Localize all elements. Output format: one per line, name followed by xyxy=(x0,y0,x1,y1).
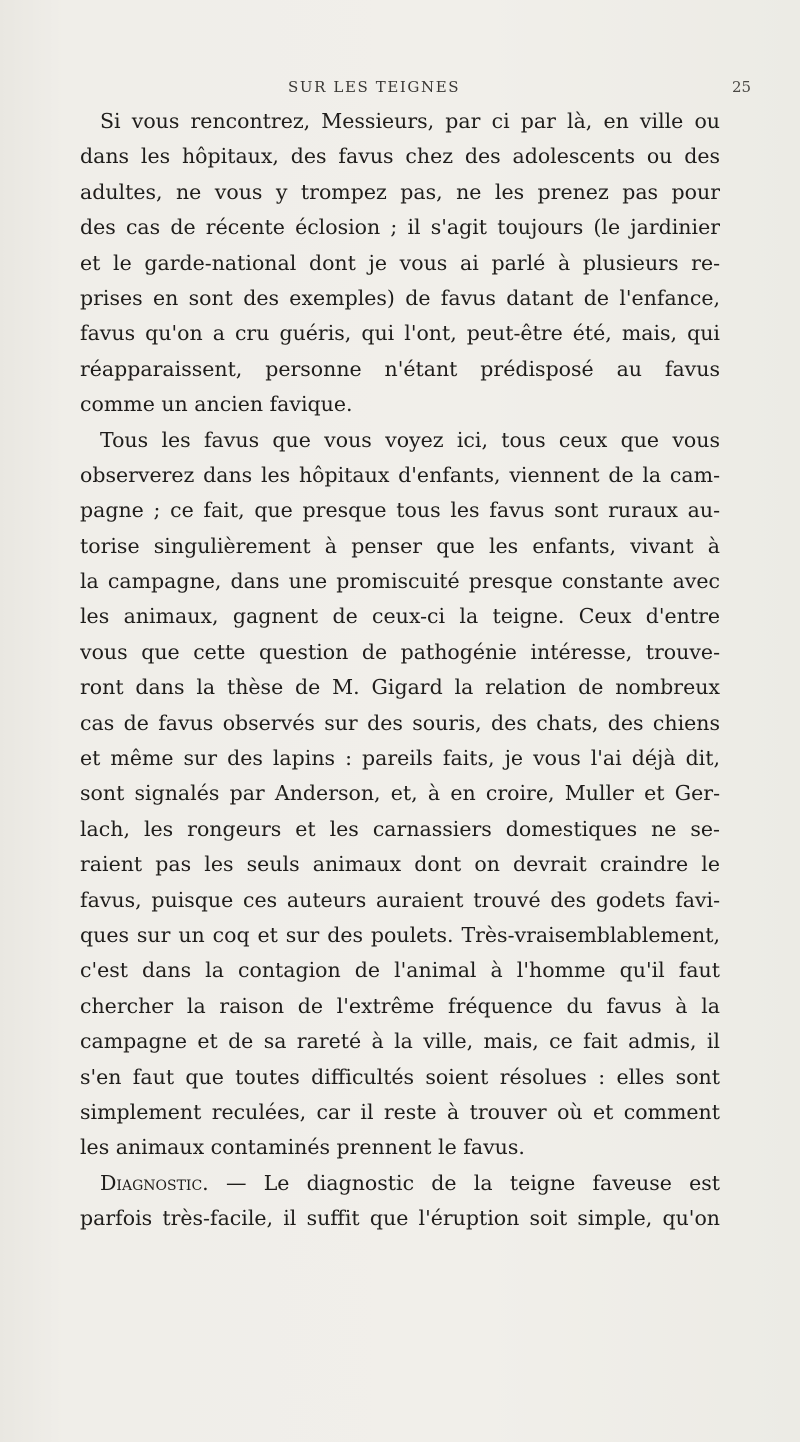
text-line: Si vous rencontrez, Messieurs, par ci par là, en ville ou xyxy=(100,109,720,133)
text-line: lach, les rongeurs et les carnassiers domestiques ne se- xyxy=(80,816,720,841)
text-line: réapparaissent, personne n'étant prédisposé au favus xyxy=(80,356,720,381)
text-line: dans les hôpitaux, des favus chez des adolescents ou des xyxy=(80,144,720,169)
section-heading-diagnostic: Diagnostic. xyxy=(100,1170,209,1195)
running-title: SUR LES TEIGNES xyxy=(288,78,461,96)
text-run: — Le diagnostic de la teigne faveuse est xyxy=(208,1170,720,1195)
text-line: Tous les favus que vous voyez ici, tous ceux que vous xyxy=(100,427,720,452)
text-line: ques sur un coq et sur des poulets. Très-vraisemblablement, xyxy=(80,922,720,947)
text-line: raient pas les seuls animaux dont on devrait craindre le xyxy=(80,852,720,877)
text-line: les animaux contaminés prennent le favus. xyxy=(80,1135,525,1160)
text-line xyxy=(80,1166,720,1201)
text-line: adultes, ne vous y trompez pas, ne les prenez pas pour xyxy=(80,179,720,204)
text-line: simplement reculées, car il reste à trouver où et comment xyxy=(80,1099,720,1124)
text-line: s'en faut que toutes difficultés soient résolues : elles sont xyxy=(80,1064,720,1089)
text-line: parfois très-facile, il suffit que l'éruption soit simple, qu'on xyxy=(80,1206,720,1231)
text-line: campagne et de sa rareté à la ville, mais, ce fait admis, il xyxy=(80,1029,720,1054)
text-line: les animaux, gagnent de ceux-ci la teigne. Ceux d'entre xyxy=(80,604,720,629)
text-line: et même sur des lapins : pareils faits, je vous l'ai déjà dit, xyxy=(80,746,720,771)
paragraph-1 xyxy=(80,104,720,423)
text-line: favus, puisque ces auteurs auraient trouvé des godets favi- xyxy=(80,887,720,912)
body-text xyxy=(80,104,720,1237)
text-line: vous que cette question de pathogénie intéresse, trouve- xyxy=(80,639,720,664)
text-line: observerez dans les hôpitaux d'enfants, viennent de la cam- xyxy=(80,462,720,487)
text-line: sont signalés par Anderson, et, à en croire, Muller et Ger- xyxy=(80,781,720,806)
text-line: chercher la raison de l'extrême fréquence du favus à la xyxy=(80,993,720,1018)
text-line: prises en sont des exemples) de favus datant de l'enfance, xyxy=(80,285,720,310)
text-line: c'est dans la contagion de l'animal à l'homme qu'il faut xyxy=(80,958,720,983)
text-line: ront dans la thèse de M. Gigard la relation de nombreux xyxy=(80,675,720,700)
text-line: et le garde-national dont je vous ai parlé à plusieurs re- xyxy=(80,250,720,275)
paragraph-2 xyxy=(80,423,720,1166)
page-number: 25 xyxy=(732,78,752,96)
text-line: pagne ; ce fait, que presque tous les favus sont ruraux au- xyxy=(80,498,720,523)
text-line: cas de favus observés sur des souris, des chats, des chiens xyxy=(80,710,720,735)
running-head xyxy=(0,78,800,100)
text-line: des cas de récente éclosion ; il s'agit toujours (le jardinier xyxy=(80,215,720,240)
text-line: comme un ancien favique. xyxy=(80,392,353,417)
text-line: favus qu'on a cru guéris, qui l'ont, peut-être été, mais, qui xyxy=(80,321,720,346)
text-line: la campagne, dans une promiscuité presque constante avec xyxy=(80,569,720,594)
paragraph-3 xyxy=(80,1166,720,1237)
text-line: torise singulièrement à penser que les enfants, vivant à xyxy=(80,533,720,558)
